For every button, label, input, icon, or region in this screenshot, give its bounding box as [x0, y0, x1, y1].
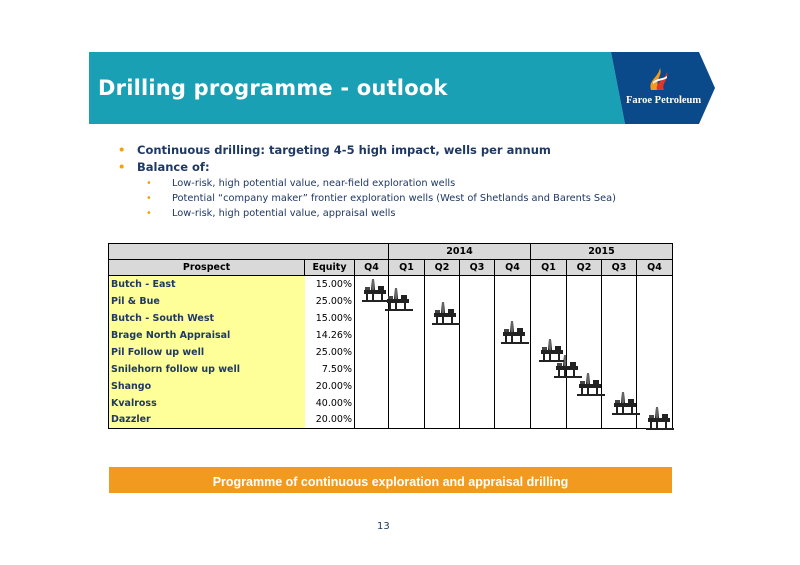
drilling-rig-icon	[611, 391, 641, 415]
column-header-equity: Equity	[305, 260, 355, 276]
table-row	[109, 310, 673, 327]
quarter-header: Q1	[389, 260, 425, 276]
summary-banner: Programme of continuous exploration and appraisal drilling	[109, 467, 672, 493]
equity-value: 25.00%	[305, 293, 355, 310]
bullet-item: • Continuous drilling: targeting 4-5 high impact, wells per annum	[118, 142, 616, 159]
prospect-name: Brage North Appraisal	[109, 327, 305, 344]
prospect-name: Pil Follow up well	[109, 344, 305, 361]
equity-value: 20.00%	[305, 378, 355, 395]
table-row	[109, 327, 673, 344]
quarter-header: Q4	[637, 260, 673, 276]
prospect-name: Kvalross	[109, 395, 305, 412]
sub-bullet-item: • Low-risk, high potential value, appraisal wells	[118, 206, 616, 221]
quarter-header: Q2	[567, 260, 602, 276]
page-number: 13	[377, 521, 390, 532]
quarter-header: Q2	[425, 260, 460, 276]
quarter-header: Q3	[460, 260, 495, 276]
equity-value: 15.00%	[305, 276, 355, 293]
bullet-list	[118, 142, 616, 221]
prospect-name: Pil & Bue	[109, 293, 305, 310]
year-header-2014: 2014	[389, 244, 531, 260]
quarter-header: Q4	[495, 260, 531, 276]
prospect-name: Dazzler	[109, 412, 305, 429]
year-header-blank	[109, 244, 389, 260]
equity-value: 7.50%	[305, 361, 355, 378]
prospect-name: Shango	[109, 378, 305, 395]
drilling-rig-icon	[645, 406, 675, 430]
drilling-rig-icon	[576, 372, 606, 396]
quarter-header: Q1	[531, 260, 567, 276]
drilling-rig-icon	[431, 301, 461, 325]
equity-value: 25.00%	[305, 344, 355, 361]
prospect-name: Butch - East	[109, 276, 305, 293]
page-title: Drilling programme - outlook	[98, 76, 448, 100]
equity-value: 20.00%	[305, 412, 355, 429]
sub-bullet-item: • Potential “company maker” frontier exploration wells (West of Shetlands and Barents Sea)	[118, 191, 616, 206]
year-header-row	[109, 244, 673, 260]
bullet-item: • Balance of:	[118, 159, 616, 176]
sub-bullet-item: • Low-risk, high potential value, near-field exploration wells	[118, 176, 616, 191]
equity-value: 14.26%	[305, 327, 355, 344]
table-row	[109, 344, 673, 361]
drilling-schedule-table	[108, 243, 673, 429]
prospect-name: Snilehorn follow up well	[109, 361, 305, 378]
logo-text: Faroe Petroleum	[626, 95, 702, 106]
quarter-header: Q4	[355, 260, 389, 276]
drilling-rig-icon	[384, 287, 414, 311]
quarter-header: Q3	[602, 260, 637, 276]
quarter-header-row	[109, 260, 673, 276]
year-header-2015: 2015	[531, 244, 673, 260]
faroe-logo-icon	[648, 66, 670, 92]
drilling-rig-icon	[500, 320, 530, 344]
equity-value: 40.00%	[305, 395, 355, 412]
prospect-name: Butch - South West	[109, 310, 305, 327]
equity-value: 15.00%	[305, 310, 355, 327]
table-row	[109, 412, 673, 429]
table-row	[109, 395, 673, 412]
column-header-prospect: Prospect	[109, 260, 305, 276]
